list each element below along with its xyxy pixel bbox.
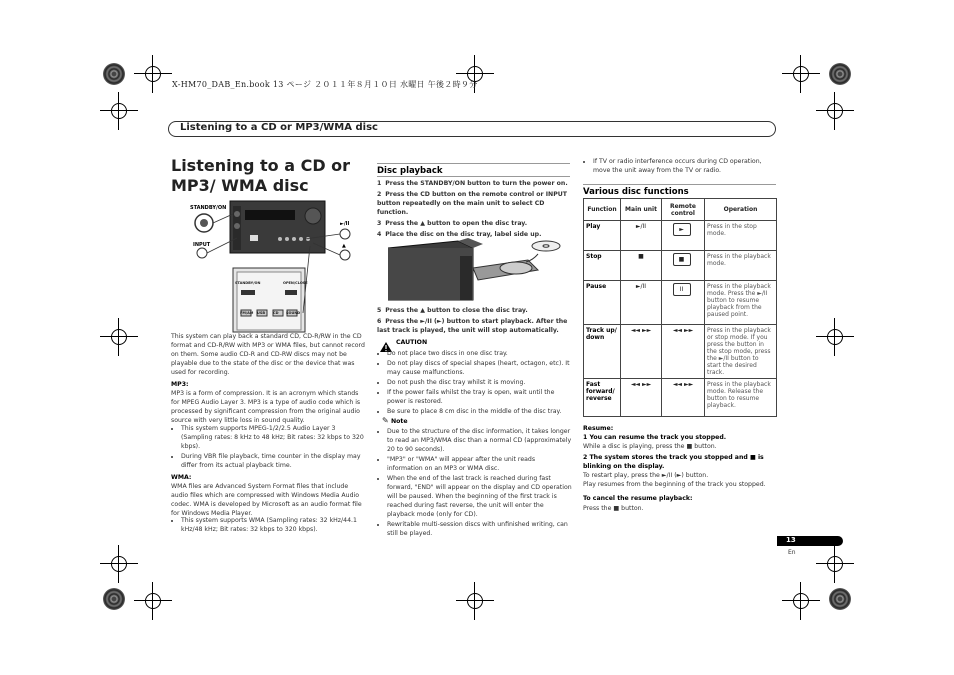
caution-bullet: • Do not place two discs in one disc tray. <box>387 349 572 358</box>
note-bullet: • When the end of the last track is reached during fast forward, "END" will appear on the display and CD operation will be paused. When the beginning of the first track is reached during fast reverse, the unit will enter the playback mode (only for CD). <box>387 474 572 519</box>
cancel-text: Press the ■ button. <box>583 505 644 512</box>
mp3-heading: MP3: <box>171 381 189 388</box>
crop-mark <box>100 92 138 130</box>
caution-bullet: • Do not push the disc tray whilst it is moving. <box>387 378 572 387</box>
table-header-row <box>584 199 777 221</box>
remote-label-openclose: OPEN/CLOSE <box>283 281 308 285</box>
caution-bullets <box>377 349 572 417</box>
note-bullet: • Due to the structure of the disc information, it takes longer to read an MP3/WMA disc than a normal CD (approximately 20 to 90 seconds). <box>387 427 572 454</box>
wma-heading: WMA: <box>171 474 192 481</box>
fast-icons: ◄◄ ►► <box>662 379 705 417</box>
step: 3 Press the ▲ button to open the disc tray. <box>377 220 528 227</box>
table-row <box>584 221 777 251</box>
page-number: 13 <box>786 536 796 544</box>
remote-label-usb: USB <box>257 311 266 315</box>
cancel-heading: To cancel the resume playback: <box>583 495 693 502</box>
operation-text: Press in the playback mode. Release the button to resume playback. <box>705 379 777 417</box>
operation-text: Press in the playback or stop mode. If you press the button in the stop mode, press the ►/II button to start the desired track. <box>705 325 777 379</box>
resume-heading: Resume: <box>583 425 614 432</box>
registration-mark <box>103 63 125 85</box>
resume-line3: To restart play, press the ►/II (►) button. <box>583 472 709 479</box>
caution-bullet: • Be sure to place 8 cm disc in the middle of the disc tray. <box>387 407 572 416</box>
crop-mark <box>100 545 138 583</box>
col-function: Function <box>584 199 621 221</box>
function-name: Pause <box>584 281 621 325</box>
col-operation: Operation <box>705 199 777 221</box>
functions-table <box>583 198 777 417</box>
operation-text: Press in the playback mode. <box>705 251 777 281</box>
disc-playback-heading: Disc playback <box>377 166 443 176</box>
resume-line4: Play resumes from the beginning of the track you stopped. <box>583 481 766 488</box>
wma-bullets <box>171 516 366 535</box>
mp3-bullet: • This system supports MPEG-1/2/2.5 Audio Layer 3 (Sampling rates: 8 kHz to 48 kHz; Bit rates: 32 kbps to 320 kbps). <box>181 424 366 451</box>
crop-mark <box>782 55 820 93</box>
operation-text: Press in the playback mode. Press the ►/II button to resume playback from the paused point. <box>705 281 777 325</box>
section-banner-title: Listening to a CD or MP3/WMA disc <box>180 122 378 133</box>
disc-tray-illustration <box>388 238 563 303</box>
interference-bullet: • If TV or radio interference occurs during CD operation, move the unit away from the TV or radio. <box>593 157 778 175</box>
remote-label-cd: CD <box>273 311 279 315</box>
step: 1 Press the STANDBY/ON button to turn the power on. <box>377 180 568 187</box>
note-bullets <box>377 427 572 539</box>
page-title: Listening to a CD or MP3/ WMA disc <box>171 156 351 195</box>
remote-label-standby: STANDBY/ON <box>235 281 261 285</box>
crop-mark <box>816 92 854 130</box>
step: 5 Press the ▲ button to close the disc tray. <box>377 307 528 314</box>
function-name: Track up/ down <box>584 325 621 379</box>
track-icons: ◄◄ ►► <box>662 325 705 379</box>
interference-bullets <box>583 157 778 176</box>
crop-mark <box>456 582 494 620</box>
language-code: En <box>788 549 796 556</box>
remote-label-sound: SOUND <box>286 311 301 315</box>
disc-playback-steps-b <box>377 306 572 337</box>
wma-bullet: • This system supports WMA (Sampling rates: 32 kHz/44.1 kHz/48 kHz; Bit rates: 32 kbps to 320 kbps). <box>181 516 366 534</box>
print-header: X-HM70_DAB_En.book 13 ページ ２０１１年８月１０日 水曜日 午後２時９分 <box>172 80 478 89</box>
crop-mark <box>782 582 820 620</box>
note-bullet: • "MP3" or "WMA" will appear after the unit reads information on an MP3 or WMA disc. <box>387 455 572 473</box>
registration-mark <box>103 588 125 610</box>
crop-mark <box>816 318 854 356</box>
table-row <box>584 251 777 281</box>
step: 2 Press the CD button on the remote control or INPUT button repeatedly on the main unit to select CD function. <box>377 191 568 216</box>
step: 4 Place the disc on the disc tray, label side up. <box>377 231 542 238</box>
resume-step2: 2 The system stores the track you stopped and ■ is blinking on the display. <box>583 454 764 470</box>
standby-label: STANDBY/ON <box>190 205 227 211</box>
caution-bullet: • If the power fails whilst the tray is open, wait until the power is restored. <box>387 388 572 406</box>
disc-playback-steps-a <box>377 179 572 241</box>
main-unit-button: ◄◄ ►► <box>621 325 662 379</box>
section-rule <box>377 163 570 164</box>
note-icon: ✎ <box>382 416 389 425</box>
registration-mark <box>829 588 851 610</box>
table-row <box>584 281 777 325</box>
stop-icon: ■ <box>673 253 691 266</box>
intro-text: This system can play back a standard CD, CD-R/RW in the CD format and CD-R/RW with MP3 or WMA files, but cannot record on them. Some audio CD-R and CD-RW discs may not be playable due to the state of the disc or the device that was used for recording. <box>171 333 365 376</box>
function-name: Fast forward/ reverse <box>584 379 621 417</box>
wma-text: WMA files are Advanced System Format files that include audio files which are compressed with Windows Media Audio codec. WMA is developed by Microsoft as an audio format file for Windows Media Player. <box>171 483 362 517</box>
input-label: INPUT <box>193 242 211 248</box>
crop-mark <box>134 582 172 620</box>
step: 6 Press the ►/II (►) button to start playback. After the last track is played, the unit will stop automatically. <box>377 318 568 334</box>
main-unit-button: ►/II <box>621 281 662 325</box>
caution-bullet: • Do not play discs of special shapes (heart, octagon, etc). It may cause malfunctions. <box>387 359 572 377</box>
operation-text: Press in the stop mode. <box>705 221 777 251</box>
function-name: Stop <box>584 251 621 281</box>
caution-heading: CAUTION <box>396 339 428 346</box>
note-bullet: • Rewritable multi-session discs with unfinished writing, can still be played. <box>387 520 572 538</box>
function-name: Play <box>584 221 621 251</box>
main-unit-button: ►/II <box>621 221 662 251</box>
col-main-unit: Main unit <box>621 199 662 221</box>
main-unit-button: ■ <box>621 251 662 281</box>
crop-mark <box>816 545 854 583</box>
remote-label-fmam: FM/AM <box>240 311 254 315</box>
section-rule <box>583 184 776 185</box>
registration-mark <box>829 63 851 85</box>
mp3-bullet: • During VBR file playback, time counter in the display may differ from its actual playback time. <box>181 452 366 470</box>
crop-mark <box>134 55 172 93</box>
crop-mark <box>100 318 138 356</box>
table-row <box>584 379 777 417</box>
resume-step1-text: While a disc is playing, press the ■ button. <box>583 443 717 450</box>
pause-icon: II <box>673 283 691 296</box>
play-pause-label: ►/II <box>340 221 350 227</box>
section-rule <box>377 176 570 177</box>
col-remote: Remote control <box>662 199 705 221</box>
note-heading: Note <box>391 418 408 425</box>
table-row <box>584 325 777 379</box>
main-unit-button: ◄◄ ►► <box>621 379 662 417</box>
various-functions-heading: Various disc functions <box>583 187 689 197</box>
play-icon: ► <box>673 223 691 236</box>
resume-step1: 1 You can resume the track you stopped. <box>583 434 727 441</box>
mp3-bullets <box>171 424 366 471</box>
mp3-text: MP3 is a form of compression. It is an acronym which stands for MPEG Audio Layer 3. MP3 is a type of audio code which is processed by significant compression from the original audio source with very little loss in sound quality. <box>171 390 361 424</box>
eject-label: ▲ <box>342 243 346 249</box>
